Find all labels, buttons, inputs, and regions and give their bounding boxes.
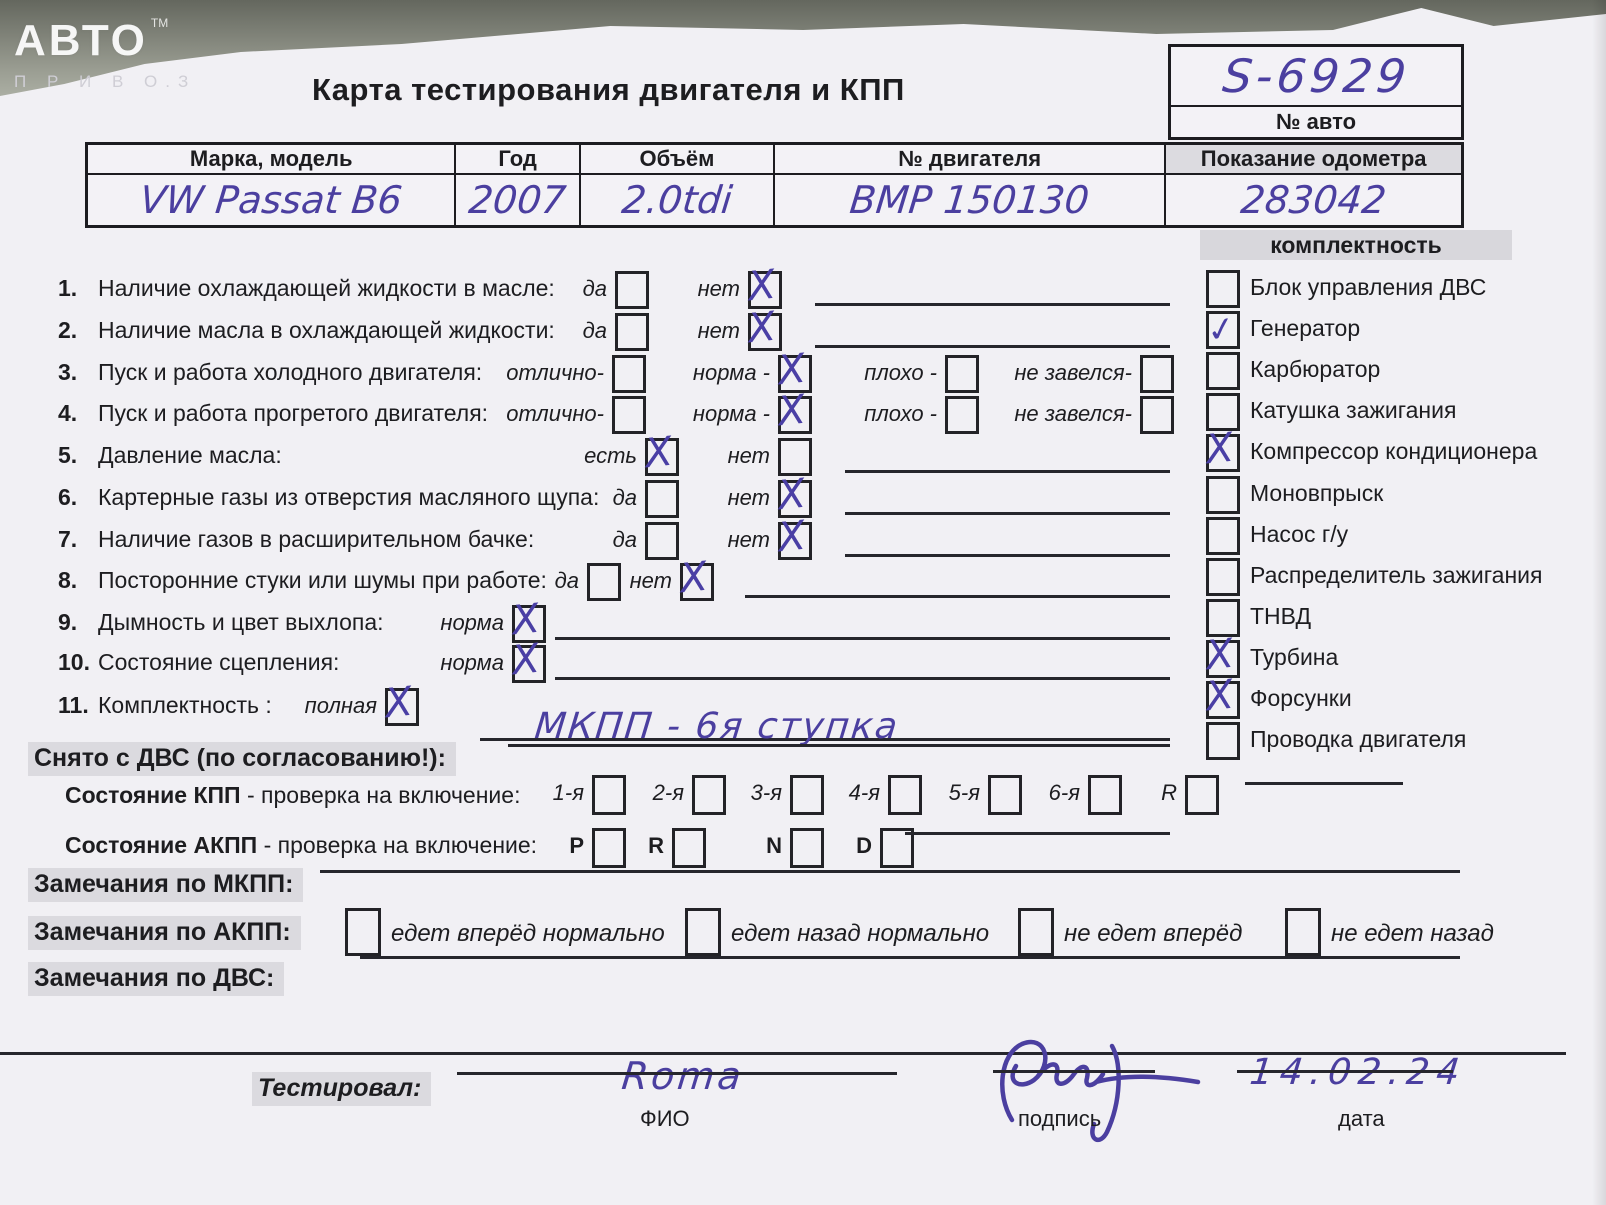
gear-checkbox[interactable]	[1088, 775, 1122, 815]
completeness-label: Катушка зажигания	[1250, 397, 1457, 423]
auto-gearbox-state-label: Состояние АКПП - проверка на включение:	[65, 832, 538, 858]
gear-label: 6-я	[1048, 780, 1080, 805]
x-mark: X	[509, 595, 542, 645]
item-number: 2.	[58, 317, 78, 343]
item-label: Наличие масла в охлаждающей жидкости:	[98, 317, 555, 343]
item-number: 8.	[58, 567, 78, 593]
gear-label: 3-я	[750, 780, 782, 805]
vehicle-column-header: Марка, модель	[88, 145, 454, 175]
option-label: отлично-	[506, 401, 604, 426]
x-mark: X	[775, 512, 808, 562]
car-number-label: № авто	[1275, 109, 1357, 134]
option-label: не завелся-	[1014, 360, 1132, 385]
write-in-line[interactable]	[845, 554, 1170, 557]
akpp-option-label: не едет назад	[1331, 920, 1494, 947]
option-label: полная	[304, 693, 377, 718]
item-number: 9.	[58, 609, 78, 635]
option-label: норма	[440, 650, 504, 675]
checkbox[interactable]	[677, 553, 714, 603]
checklist-row	[0, 595, 1606, 647]
gear-checkbox[interactable]	[592, 775, 626, 815]
gear-checkbox[interactable]	[790, 828, 824, 868]
checkbox[interactable]	[587, 563, 621, 601]
option-label: да	[612, 527, 637, 552]
gear-checkbox[interactable]	[790, 775, 824, 815]
completeness-header: комплектность	[1200, 230, 1512, 260]
vehicle-table	[85, 142, 1464, 228]
checklist-row	[0, 635, 1606, 687]
item-number: 4.	[58, 400, 78, 426]
option-label: норма -	[692, 401, 770, 426]
gear-checkbox[interactable]	[988, 775, 1022, 815]
checkbox[interactable]	[612, 396, 646, 434]
remarks-akpp-label: Замечания по АКПП:	[28, 916, 301, 950]
x-mark: X	[775, 470, 808, 520]
gear-label: N	[766, 833, 782, 858]
vehicle-column-header: Показание одометра	[1166, 145, 1461, 175]
vehicle-column	[1166, 145, 1461, 225]
option-label: не завелся-	[1014, 401, 1132, 426]
checkbox[interactable]	[645, 480, 679, 518]
vehicle-column-value	[775, 175, 1164, 225]
item-number: 11.	[58, 692, 89, 718]
option-label: плохо -	[864, 360, 937, 385]
write-in-line[interactable]	[815, 345, 1170, 348]
item-number: 1.	[58, 275, 78, 301]
date-value: 14.02.24	[1247, 1052, 1469, 1093]
checkbox[interactable]	[945, 396, 979, 434]
x-mark: X	[1203, 671, 1236, 721]
item-label: Пуск и работа холодного двигателя:	[98, 359, 483, 385]
checkbox[interactable]	[1140, 396, 1174, 434]
option-label: нет	[697, 318, 740, 343]
item-label: Картерные газы из отверстия масляного щупа:	[98, 484, 600, 510]
option-label: нет	[727, 443, 770, 468]
item-label: Наличие газов в расширительном бачке:	[98, 526, 535, 552]
option-label: есть	[584, 443, 637, 468]
removed-from-engine-value: МКПП - 6я ступка	[532, 706, 902, 747]
x-mark: X	[775, 345, 808, 395]
gear-label: D	[856, 833, 872, 858]
option-label: нет	[697, 276, 740, 301]
fio-line[interactable]	[457, 1072, 897, 1075]
checkbox[interactable]	[615, 313, 649, 351]
item-label: Комплектность :	[98, 692, 272, 718]
checkbox[interactable]	[1140, 355, 1174, 393]
item-number: 7.	[58, 526, 78, 552]
option-label: норма	[440, 610, 504, 635]
completeness-label: Моновпрыск	[1250, 480, 1384, 506]
item-label: Состояние сцепления:	[98, 649, 340, 675]
checkbox[interactable]	[945, 355, 979, 393]
option-label: нет	[629, 568, 672, 593]
remarks-dvs-line[interactable]	[360, 956, 1460, 959]
remarks-dvs-label: Замечания по ДВС:	[28, 962, 284, 996]
vehicle-column-header: № двигателя	[775, 145, 1164, 175]
option-label: плохо -	[864, 401, 937, 426]
x-mark: X	[1203, 424, 1236, 474]
gear-checkbox[interactable]	[888, 775, 922, 815]
vehicle-column-header: Год	[456, 145, 578, 175]
x-mark: X	[745, 303, 778, 353]
remarks-mkpp-line[interactable]	[320, 870, 1460, 873]
vehicle-column-value	[1166, 175, 1461, 225]
write-in-line[interactable]	[815, 303, 1170, 306]
date-line[interactable]	[1237, 1070, 1453, 1073]
gear-checkbox[interactable]	[1185, 775, 1219, 815]
car-number-value: S-6929	[1219, 49, 1413, 103]
completeness-label: ТНВД	[1250, 603, 1312, 629]
item-label: Дымность и цвет выхлопа:	[98, 609, 384, 635]
checklist-row	[0, 386, 1606, 438]
remarks-mkpp-label: Замечания по МКПП:	[28, 868, 303, 902]
removed-from-engine-label: Снято с ДВС (по согласованию!):	[28, 742, 456, 776]
handwritten-value: 2007	[466, 178, 569, 222]
checkbox[interactable]	[615, 271, 649, 309]
item-number: 6.	[58, 484, 78, 510]
logo-subtitle: П Р И В О.З	[14, 72, 197, 91]
item-number: 3.	[58, 359, 78, 385]
logo-tm: ТМ	[150, 16, 169, 30]
vehicle-column-header: Объём	[581, 145, 773, 175]
removed-from-engine-line[interactable]	[508, 744, 1170, 747]
tester-name-value: Roma	[619, 1054, 747, 1098]
completeness-label: Генератор	[1250, 315, 1361, 341]
vehicle-column-value	[581, 175, 773, 225]
option-label: нет	[727, 527, 770, 552]
option-label: да	[612, 485, 637, 510]
logo-brand: АВТО	[14, 16, 148, 65]
vehicle-column-value	[88, 175, 454, 225]
checkbox[interactable]	[745, 261, 782, 311]
item-label: Пуск и работа прогретого двигателя:	[98, 400, 489, 426]
x-mark: X	[642, 428, 675, 478]
completeness-label: Насос г/у	[1250, 521, 1349, 547]
checklist-row	[0, 261, 1606, 313]
gear-checkbox[interactable]	[592, 828, 626, 868]
option-label: да	[582, 276, 607, 301]
item-label: Посторонние стуки или шумы при работе:	[98, 567, 547, 593]
x-mark: X	[677, 553, 710, 603]
signature-caption: подпись	[1018, 1106, 1102, 1131]
page-title: Карта тестирования двигателя и КПП	[312, 72, 905, 107]
vehicle-column	[456, 145, 580, 225]
gear-label: R	[1161, 780, 1177, 805]
checkbox[interactable]	[612, 355, 646, 393]
handwritten-value: 283042	[1238, 178, 1389, 222]
item-label: Давление масла:	[98, 442, 282, 468]
akpp-option-label: не едет вперёд	[1064, 920, 1243, 947]
date-caption: дата	[1338, 1106, 1385, 1131]
checkbox[interactable]	[775, 386, 812, 436]
write-in-line[interactable]	[555, 637, 1170, 640]
write-in-line[interactable]	[845, 470, 1170, 473]
checkbox[interactable]	[382, 678, 419, 728]
gearbox-state-label: Состояние КПП - проверка на включение:	[65, 782, 521, 808]
x-mark: X	[775, 386, 808, 436]
completeness-label: Карбюратор	[1250, 356, 1381, 382]
checkbox[interactable]	[775, 470, 812, 520]
gearbox-line[interactable]	[1245, 782, 1403, 785]
vehicle-column	[581, 145, 775, 225]
vehicle-column-value	[456, 175, 578, 225]
option-label: норма -	[692, 360, 770, 385]
option-label: да	[582, 318, 607, 343]
option-label: отлично-	[506, 360, 604, 385]
vehicle-column	[88, 145, 456, 225]
checkbox[interactable]	[642, 428, 679, 478]
gear-label: 2-я	[652, 780, 684, 805]
akpp-option-label: едет назад нормально	[731, 920, 990, 947]
checkbox[interactable]	[745, 303, 782, 353]
akpp-option-checkbox[interactable]	[685, 908, 721, 956]
checklist-row	[0, 553, 1606, 605]
akpp-option-label: едет вперёд нормально	[391, 920, 665, 947]
x-mark: X	[382, 678, 415, 728]
gear-label: 5-я	[948, 780, 980, 805]
completeness-label: Блок управления ДВС	[1250, 274, 1487, 300]
avtoprivoz-logo	[14, 16, 196, 92]
item-number: 10.	[58, 649, 90, 675]
handwritten-value: BMP 150130	[847, 178, 1092, 222]
x-mark: X	[745, 261, 778, 311]
fio-caption: ФИО	[640, 1106, 690, 1131]
tested-by-label: Тестировал:	[252, 1072, 431, 1106]
gear-label: R	[648, 833, 664, 858]
completeness-label: Распределитель зажигания	[1250, 562, 1543, 588]
completeness-label: Форсунки	[1250, 685, 1352, 711]
x-mark: X	[509, 635, 542, 685]
write-in-line[interactable]	[745, 595, 1170, 598]
checkbox[interactable]	[645, 522, 679, 560]
gear-label: 1-я	[552, 780, 584, 805]
gear-label: 4-я	[848, 780, 880, 805]
akpp-option-checkbox[interactable]	[1018, 908, 1054, 956]
auto-gearbox-line[interactable]	[905, 832, 1170, 835]
write-in-line[interactable]	[845, 512, 1170, 515]
checkbox[interactable]	[509, 635, 546, 685]
akpp-option-checkbox[interactable]	[345, 908, 381, 956]
akpp-option-checkbox[interactable]	[1285, 908, 1321, 956]
checklist-row	[0, 512, 1606, 564]
gear-checkbox[interactable]	[692, 775, 726, 815]
handwritten-value: VW Passat B6	[137, 178, 405, 222]
option-label: нет	[727, 485, 770, 510]
gear-label: P	[569, 833, 584, 858]
checkbox[interactable]	[778, 438, 812, 476]
completeness-label: Проводка двигателя	[1250, 726, 1467, 752]
x-mark: X	[1203, 630, 1236, 680]
completeness-label: Компрессор кондиционера	[1250, 438, 1538, 464]
completeness-label: Турбина	[1250, 644, 1339, 670]
option-label: да	[554, 568, 579, 593]
car-number-box	[1168, 44, 1464, 140]
item-label: Наличие охлаждающей жидкости в масле:	[98, 275, 555, 301]
vehicle-column	[775, 145, 1166, 225]
signature-line[interactable]	[993, 1070, 1155, 1073]
gear-checkbox[interactable]	[672, 828, 706, 868]
checkbox[interactable]	[775, 512, 812, 562]
write-in-line[interactable]	[555, 677, 1170, 680]
check-mark: ✓	[1203, 307, 1239, 353]
handwritten-value: 2.0tdi	[619, 178, 735, 222]
item-number: 5.	[58, 442, 78, 468]
